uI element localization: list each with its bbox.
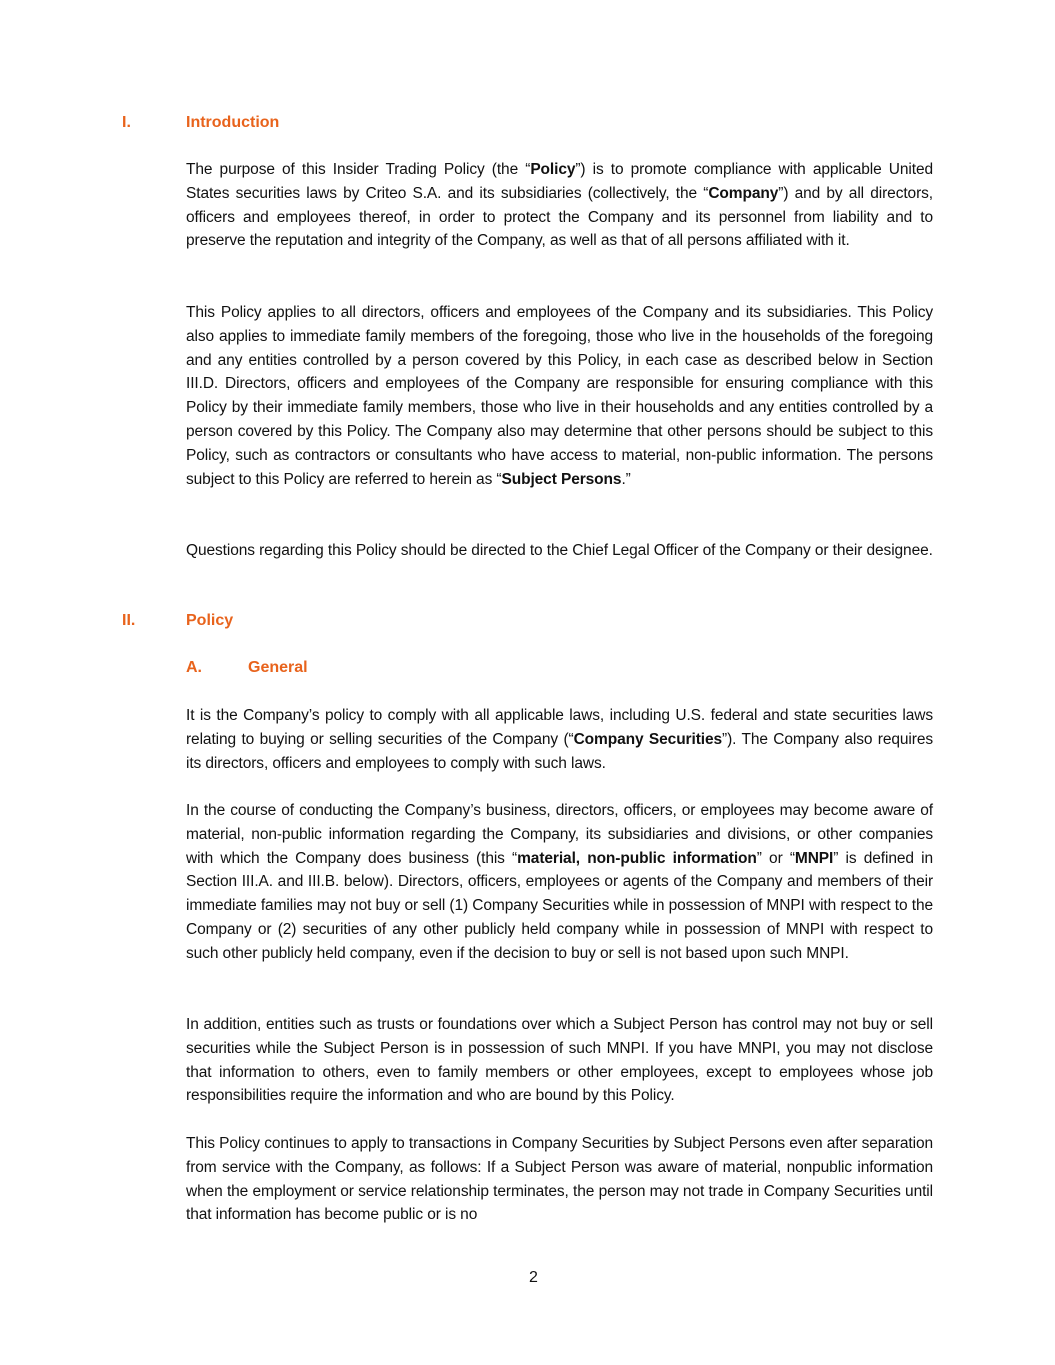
general-paragraph-3: In addition, entities such as trusts or foundations over which a Subject Person has control may not buy or sell securities while the Subject Person is in possession of such MNPI. If you have MNPI, you may not disclose that information to others, even to family members or other employees, except to employees whose job responsibilities require the information and who are bound by this Policy. xyxy=(186,1016,933,1105)
defined-term-mnpi-long: material, non-public information xyxy=(517,849,757,867)
general-paragraph-2: In the course of conducting the Company’s business, directors, officers, or employees may become aware of material, non-public information regarding the Company, its subsidiaries and divisions, or other companies with which the Company does business (this “material, non-public information” or “MNPI” is defined in Section III.A. and III.B. below). Directors, officers, employees or agents of the Company and members of their immediate families may not buy or sell (1) Company Securities while in possession of MNPI with respect to the Company or (2) securities of any other publicly held company while in possession of MNPI with respect to such other publicly held company, even if the decision to buy or sell is not based upon such MNPI. xyxy=(186,802,933,962)
subsection-title: General xyxy=(248,659,308,676)
intro-paragraph-1: The purpose of this Insider Trading Policy (the “Policy”) is to promote compliance with applicable United States securities laws by Criteo S.A. and its subsidiaries (collectively, the “Company”) and by all directors, officers and employees thereof, in order to protect the Company and its personnel from liability and to preserve the reputation and integrity of the Company, as well as that of all persons affiliated with it. xyxy=(186,161,933,250)
page-number: 2 xyxy=(529,1269,538,1286)
intro-paragraph-3: Questions regarding this Policy should be directed to the Chief Legal Officer of the Company or their designee. xyxy=(186,542,933,559)
intro-paragraph-2: This Policy applies to all directors, officers and employees of the Company and its subsidiaries. This Policy also applies to immediate family members of the foregoing, those who live in the households of the foregoing and any entities controlled by a person covered by this Policy, in each case as described below in Section III.D. Directors, officers and employees of the Company are responsible for ensuring compliance with this Policy by their immediate family members, those who live in their households and any entities controlled by a person covered by this Policy. The Company also may determine that other persons should be subject to this Policy, such as contractors or consultants who have access to material, non-public information. The persons subject to this Policy are referred to herein as “Subject Persons.” xyxy=(186,304,933,488)
subsection-heading-general xyxy=(186,658,308,678)
general-paragraph-1: It is the Company’s policy to comply with all applicable laws, including U.S. federal and state securities laws relating to buying or selling securities of the Company (“Company Securities”). The Company also requires its directors, officers and employees to comply with such laws. xyxy=(186,707,933,772)
defined-term-mnpi: MNPI xyxy=(794,849,834,867)
defined-term-subject-persons: Subject Persons xyxy=(501,470,622,488)
section-heading-introduction xyxy=(122,113,279,133)
defined-term-company: Company xyxy=(708,184,779,202)
section-title: Policy xyxy=(186,612,234,629)
general-paragraph-4: This Policy continues to apply to transactions in Company Securities by Subject Persons even after separation from service with the Company, as follows: If a Subject Person was aware of material, nonpublic information when the employment or service relationship terminates, the person may not trade in Company Securities until that information has become public or is no xyxy=(186,1135,933,1224)
section-number: I. xyxy=(122,114,131,131)
subsection-number: A. xyxy=(186,659,202,676)
section-heading-policy xyxy=(122,611,233,631)
defined-term-company-securities: Company Securities xyxy=(573,730,723,748)
section-number: II. xyxy=(122,612,136,629)
section-title: Introduction xyxy=(186,114,280,131)
defined-term-policy: Policy xyxy=(530,161,576,178)
